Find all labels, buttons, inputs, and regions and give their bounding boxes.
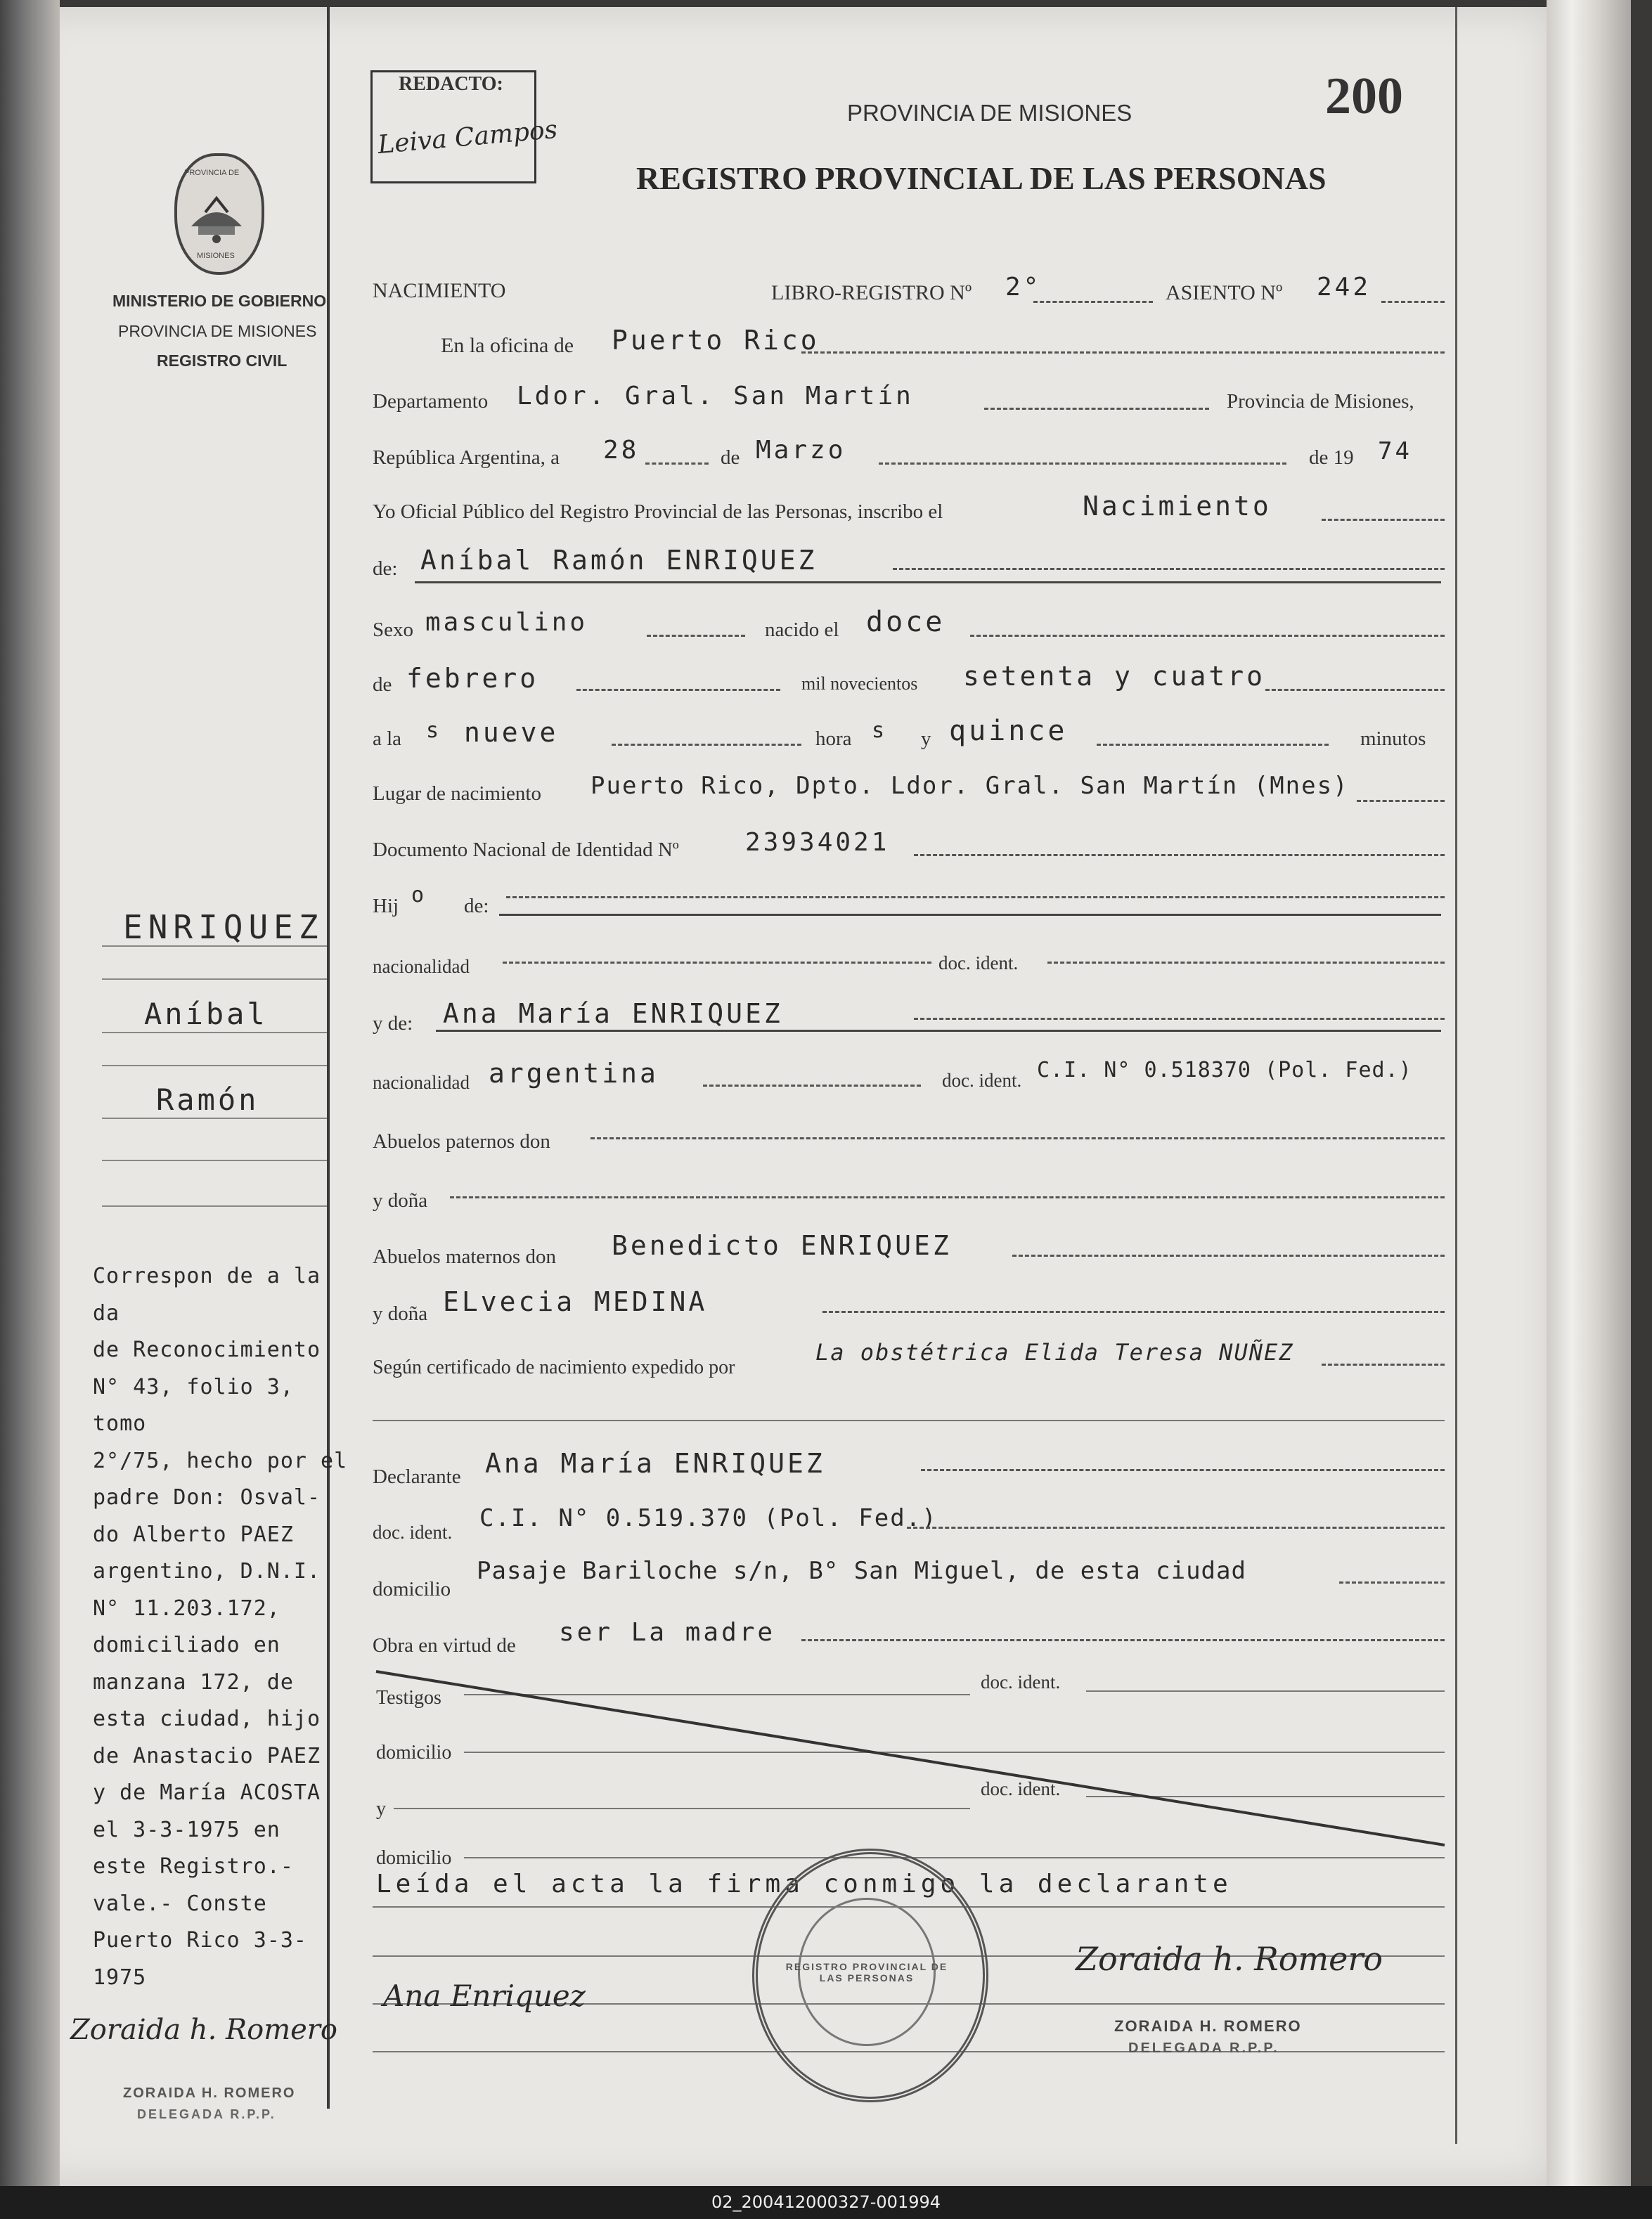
margin-signature: Zoraida h. Romero	[70, 2014, 337, 2046]
right-rule	[1455, 7, 1457, 2144]
province-label: PROVINCIA DE MISIONES	[118, 322, 317, 340]
margin-stamp-line1: ZORAIDA H. ROMERO	[123, 2085, 296, 2101]
fill-line	[970, 635, 1445, 637]
fill-line	[1033, 301, 1153, 303]
delegada-signature: Zoraida h. Romero	[1076, 1940, 1383, 1978]
fill-line	[1265, 689, 1445, 691]
declarante-value: Ana María ENRIQUEZ	[485, 1448, 825, 1479]
hours-prefix: s	[426, 718, 442, 743]
note-line: y de María ACOSTA	[93, 1780, 321, 1805]
mother-doc-value: C.I. N° 0.518370 (Pol. Fed.)	[1037, 1058, 1412, 1082]
note-line: 2°/75, hecho por el	[93, 1448, 348, 1473]
oficina-value: Puerto Rico	[612, 325, 820, 356]
fill-line	[1357, 800, 1445, 802]
note-line: el 3-3-1975 en	[93, 1817, 280, 1842]
ministry-label: MINISTERIO DE GOBIERNO	[112, 292, 327, 310]
image-filename-bar: 02_200412000327-001994	[0, 2186, 1652, 2219]
note-line: argentino, D.N.I.	[93, 1559, 321, 1584]
declarante-label: Declarante	[373, 1466, 461, 1488]
side-rule	[102, 1205, 327, 1207]
nacido-label: nacido el	[765, 619, 839, 641]
fill-line	[1047, 962, 1445, 964]
obra-label: Obra en virtud de	[373, 1634, 516, 1657]
side-rule	[102, 1160, 327, 1161]
segun-label: Según certificado de nacimiento expedido por	[373, 1357, 735, 1378]
note-line: este Registro.-	[93, 1854, 294, 1879]
note-line: padre Don: Osval-	[93, 1485, 321, 1510]
abuela-m-label: y doña	[373, 1302, 428, 1325]
coat-seal-bottom: MISIONES	[197, 252, 235, 260]
segun-value: La obstétrica Elida Teresa NUÑEZ	[815, 1339, 1294, 1366]
section-label: NACIMIENTO	[373, 279, 506, 302]
fill-line	[801, 351, 1445, 354]
lugar-label: Lugar de nacimiento	[373, 782, 541, 805]
dni-label: Documento Nacional de Identidad Nº	[373, 839, 679, 861]
hours-value: nueve	[464, 717, 559, 748]
note-line: manzana 172, de	[93, 1669, 294, 1695]
abuela-m-value: ELvecia MEDINA	[443, 1286, 708, 1317]
sexo-label: Sexo	[373, 619, 413, 641]
fill-line	[703, 1085, 921, 1087]
abuelos-p-label: Abuelos paternos don	[373, 1130, 550, 1153]
fill-line	[647, 635, 745, 637]
blank-rule	[373, 1420, 1445, 1421]
declarante-doc-value: C.I. N° 0.519.370 (Pol. Fed.)	[479, 1504, 938, 1532]
birth-month-value: febrero	[406, 663, 539, 694]
redacto-signature: Leiva Campos	[376, 115, 559, 160]
note-line: vale.- Conste	[93, 1891, 267, 1916]
declarante-signature: Ana Enriquez	[383, 1979, 586, 2013]
mother-name-value: Ana María ENRIQUEZ	[443, 998, 783, 1029]
father-underline	[499, 914, 1441, 916]
seal-text: REGISTRO PROVINCIAL DE LAS PERSONAS	[785, 1961, 948, 1984]
fill-line	[1339, 1581, 1445, 1584]
dni-value: 23934021	[745, 828, 890, 857]
fill-line	[1012, 1255, 1445, 1257]
fill-line	[1097, 744, 1329, 746]
testigo2-dom-label: domicilio	[376, 1847, 452, 1869]
side-surname: ENRIQUEZ	[123, 908, 324, 946]
note-line: Puerto Rico 3-3-1975	[93, 1928, 307, 1990]
libro-value: 2°	[1005, 273, 1042, 302]
name-de-label: de:	[373, 557, 398, 580]
testigo1-dom-label: domicilio	[376, 1742, 452, 1764]
father-doc-label: doc. ident.	[938, 952, 1019, 973]
testigos-label: Testigos	[376, 1687, 441, 1709]
nacido-value: doce	[866, 606, 946, 638]
horas-suffix: s	[872, 718, 888, 743]
mother-underline	[436, 1030, 1441, 1032]
fill-line	[984, 408, 1209, 410]
side-rule	[102, 1032, 327, 1033]
child-name-value: Aníbal Ramón ENRIQUEZ	[420, 545, 818, 576]
fill-line	[879, 462, 1286, 465]
republica-label: República Argentina, a	[373, 446, 560, 469]
delegada-stamp-line1: ZORAIDA H. ROMERO	[1114, 2017, 1302, 2035]
fill-line	[450, 1196, 1445, 1198]
side-first-name: Aníbal	[144, 997, 268, 1031]
fill-line	[612, 744, 801, 746]
redacto-label: REDACTO:	[399, 73, 503, 95]
side-rule	[102, 978, 327, 980]
mother-doc-label: doc. ident.	[942, 1070, 1022, 1091]
folio-number: 200	[1325, 67, 1403, 125]
fill-line	[907, 1527, 1445, 1529]
oficial-text: Yo Oficial Público del Registro Provincial de las Personas, inscribo el	[373, 500, 943, 523]
province-title: PROVINCIA DE MISIONES	[847, 100, 1132, 126]
domicilio-value: Pasaje Bariloche s/n, B° San Miguel, de esta ciudad	[477, 1557, 1246, 1585]
note-line: esta ciudad, hijo	[93, 1707, 321, 1731]
abuelos-m-label: Abuelos maternos don	[373, 1246, 556, 1268]
testigo2-y-label: y	[376, 1798, 386, 1820]
hijo-label: Hij	[373, 895, 399, 917]
margin-stamp-line2: DELEGADA R.P.P.	[137, 2107, 276, 2121]
fill-line	[914, 854, 1445, 856]
mil-label: mil novecientos	[801, 673, 918, 694]
father-nat-label: nacionalidad	[373, 956, 470, 977]
year-de-label: de 19	[1309, 446, 1354, 469]
provincia-suffix: Provincia de Misiones,	[1227, 390, 1414, 413]
hijo-suffix: o	[411, 883, 427, 907]
year-value: 74	[1378, 437, 1412, 465]
minutes-value: quince	[949, 715, 1068, 747]
mother-y-de-label: y de:	[373, 1012, 413, 1035]
fill-line	[645, 462, 709, 465]
note-line: domiciliado en	[93, 1633, 280, 1657]
sexo-value: masculino	[425, 608, 588, 637]
horas-label: hora	[815, 727, 852, 750]
fill-line	[591, 1137, 1445, 1139]
hijo-de-label: de:	[464, 895, 489, 917]
month-value: Marzo	[756, 436, 846, 465]
departamento-label: Departamento	[373, 390, 489, 413]
fill-line	[1322, 519, 1445, 521]
lugar-value: Puerto Rico, Dpto. Ldor. Gral. San Martín (Mnes)	[591, 772, 1349, 800]
a-las-label: a la	[373, 727, 402, 750]
asiento-label: ASIENTO Nº	[1166, 281, 1283, 304]
obra-value: ser La madre	[559, 1618, 776, 1647]
day-value: 28	[603, 436, 640, 465]
note-line: N° 11.203.172,	[93, 1596, 280, 1621]
oficina-label: En la oficina de	[441, 334, 574, 357]
delegada-stamp-line2: DELEGADA R.P.P.	[1128, 2040, 1279, 2056]
side-rule	[102, 1118, 327, 1119]
fill-line	[822, 1311, 1445, 1313]
fill-line	[921, 1469, 1445, 1471]
fill-line	[503, 962, 931, 964]
side-second-name: Ramón	[156, 1082, 259, 1117]
fill-line	[801, 1639, 1445, 1641]
libro-label: LIBRO-REGISTRO Nº	[771, 281, 972, 304]
binding-strip	[0, 0, 60, 2186]
fill-line	[914, 1018, 1445, 1020]
abuelo-m-value: Benedicto ENRIQUEZ	[612, 1230, 952, 1261]
fill-line	[576, 689, 780, 691]
note-line: N° 43, folio 3, tomo	[93, 1374, 294, 1436]
fill-line	[506, 896, 1445, 898]
crossed-out-stroke	[373, 1666, 1448, 1849]
testigos-doc-label: doc. ident.	[981, 1671, 1061, 1693]
testigo2-doc-label: doc. ident.	[981, 1778, 1061, 1799]
fill-line	[1381, 301, 1445, 303]
note-line: de Reconocimiento	[93, 1338, 321, 1362]
asiento-value: 242	[1317, 273, 1372, 302]
side-rule	[102, 1065, 327, 1066]
leida-text: Leída el acta la firma conmigo la declarante	[376, 1870, 1232, 1898]
margin-annotation	[93, 1258, 360, 1996]
fill-line	[893, 568, 1445, 570]
mother-nat-value: argentina	[489, 1058, 659, 1089]
registry-title: REGISTRO PROVINCIAL DE LAS PERSONAS	[636, 160, 1327, 196]
coat-emblem-icon	[184, 184, 249, 247]
birth-de-label: de	[373, 673, 392, 696]
civil-registry-label: REGISTRO CIVIL	[157, 351, 288, 370]
minutes-y-label: y	[921, 727, 931, 750]
coat-seal-top: PROVINCIA DE	[184, 169, 240, 177]
inscribo-value: Nacimiento	[1083, 491, 1272, 522]
month-de-label: de	[721, 446, 740, 469]
departamento-value: Ldor. Gral. San Martín	[517, 382, 914, 410]
side-rule	[102, 945, 327, 947]
abuela-p-label: y doña	[373, 1189, 428, 1212]
minutos-label: minutos	[1360, 727, 1426, 750]
note-line: de Anastacio PAEZ	[93, 1743, 321, 1768]
page-stack-edge	[1547, 0, 1631, 2186]
note-line: Correspon de a la da	[93, 1264, 321, 1326]
domicilio-label: domicilio	[373, 1578, 451, 1600]
note-line: do Alberto PAEZ	[93, 1522, 294, 1547]
fill-line	[1322, 1364, 1445, 1366]
birth-year-value: setenta y cuatro	[963, 661, 1266, 692]
testigo2-dom-rule	[464, 1857, 1445, 1858]
mother-nat-label: nacionalidad	[373, 1072, 470, 1093]
declarante-doc-label: doc. ident.	[373, 1522, 453, 1543]
name-underline	[415, 581, 1441, 583]
